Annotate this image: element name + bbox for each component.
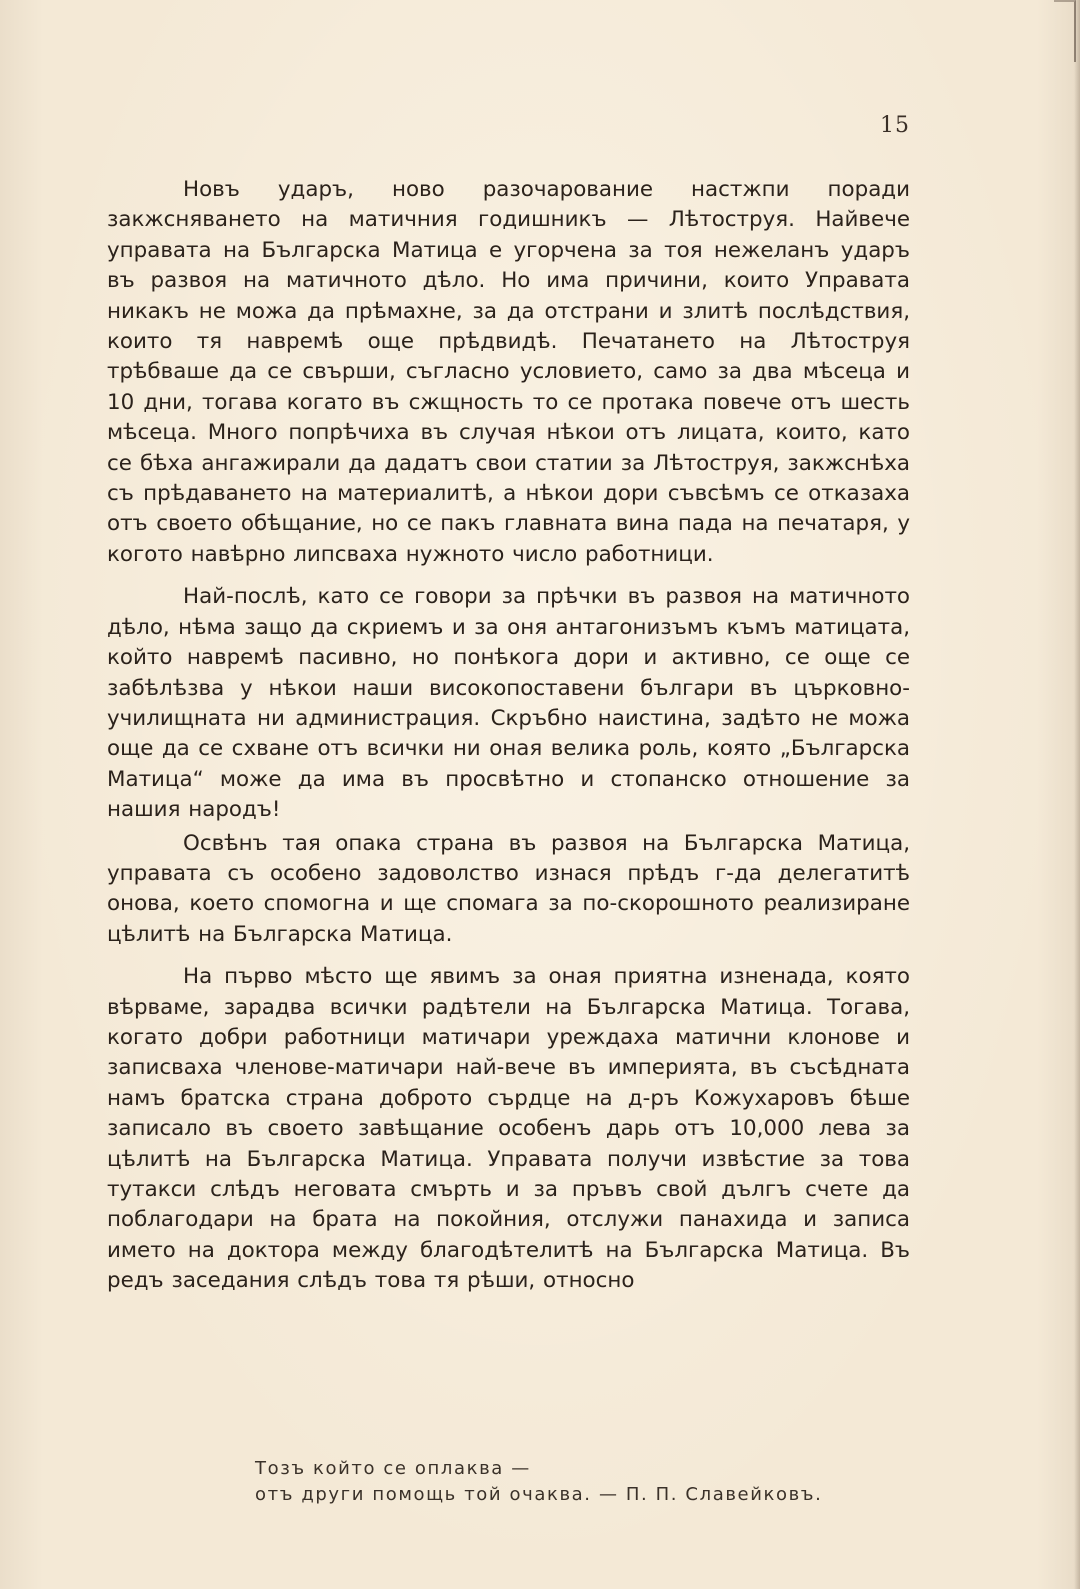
body-text [107, 175, 910, 1297]
paragraph-2: Най-послѣ, като се говори за прѣчки въ развоя на матичното дѣло, нѣма защо да скриемъ и за оня антагонизъмъ къмъ матицата, който навремѣ пасивно, но понѣкога дори и активно, се още се забѣлѣзва у нѣкои наши високопоставени българи въ църковно-училищната ни администрация. Скръбно наистина, задѣто не можа още да се схване отъ всички ни оная велика роль, която „Българска Матица“ може да има въ просвѣтно и стопанско отношение за нашия народъ! [107, 584, 910, 823]
paragraph-4: На първо мѣсто ще явимъ за оная приятна изненада, която вѣрваме, зарадва всички радѣтели на Българска Матица. Тогава, когато добри работници матичари уреждаха матични клонове и записваха членове-матичари най-вече въ империята, въ съсѣдната намъ братска страна доброто сърдце на д-ръ Кожухаровъ бѣше записало въ своето завѣщание особенъ дарь отъ 10,000 лева за цѣлитѣ на Българска Матица. Управата получи извѣстие за това тутакси слѣдъ неговата смърть и за пръвъ свой дългъ счете да поблагодари на брата на покойния, отслужи панахида и записа името на доктора между благодѣтелитѣ на Българска Матица. Въ редъ заседания слѣдъ това тя рѣши, относно [107, 964, 910, 1294]
epigraph [255, 1456, 822, 1508]
page-edge-shadow [1074, 0, 1080, 1589]
epigraph-line-1: Тозъ който се оплаква — [255, 1458, 531, 1479]
paragraph-3: Освѣнъ тая опака страна въ развоя на Българска Матица, управата съ особено задоволство изнася прѣдъ г-да делегатитѣ онова, което спомогна и ще спомага за по-скорошното реализиране цѣлитѣ на Българска Матица. [107, 830, 910, 947]
epigraph-line-2: отъ други помощь той очаква. — П. П. Славейковъ. [255, 1484, 823, 1505]
paragraph-1: Новъ ударъ, ново разочарование настжпи поради закжсняването на матичния годишникъ — Лѣтоструя. Найвече управата на Българска Матица е угорчена за тоя нежеланъ ударъ въ развоя на матичното дѣло. Но има причини, които Управата никакъ не можа да прѣмахне, за да отстрани и злитѣ послѣдствия, които тя навремѣ още прѣдвидѣ. Печатането на Лѣтоструя трѣбваше да се свърши, съгласно условието, само за два мѣсеца и 10 дни, тогава когато въ сжщность то се протака повече отъ шесть мѣсеца. Много попрѣчиха въ случая нѣкои отъ лицата, които, като се бѣха ангажирали да дадатъ свои статии за Лѣтоструя, закжснѣха съ прѣдаването на материалитѣ, а нѣкои дори съвсѣмъ се отказаха отъ своето обѣщание, но се пакъ главната вина пада на печатаря, у когото навѣрно липсваха нужното число работници. [107, 177, 910, 567]
page-corner-mark [1054, 0, 1076, 62]
page-number: 15 [880, 113, 910, 138]
